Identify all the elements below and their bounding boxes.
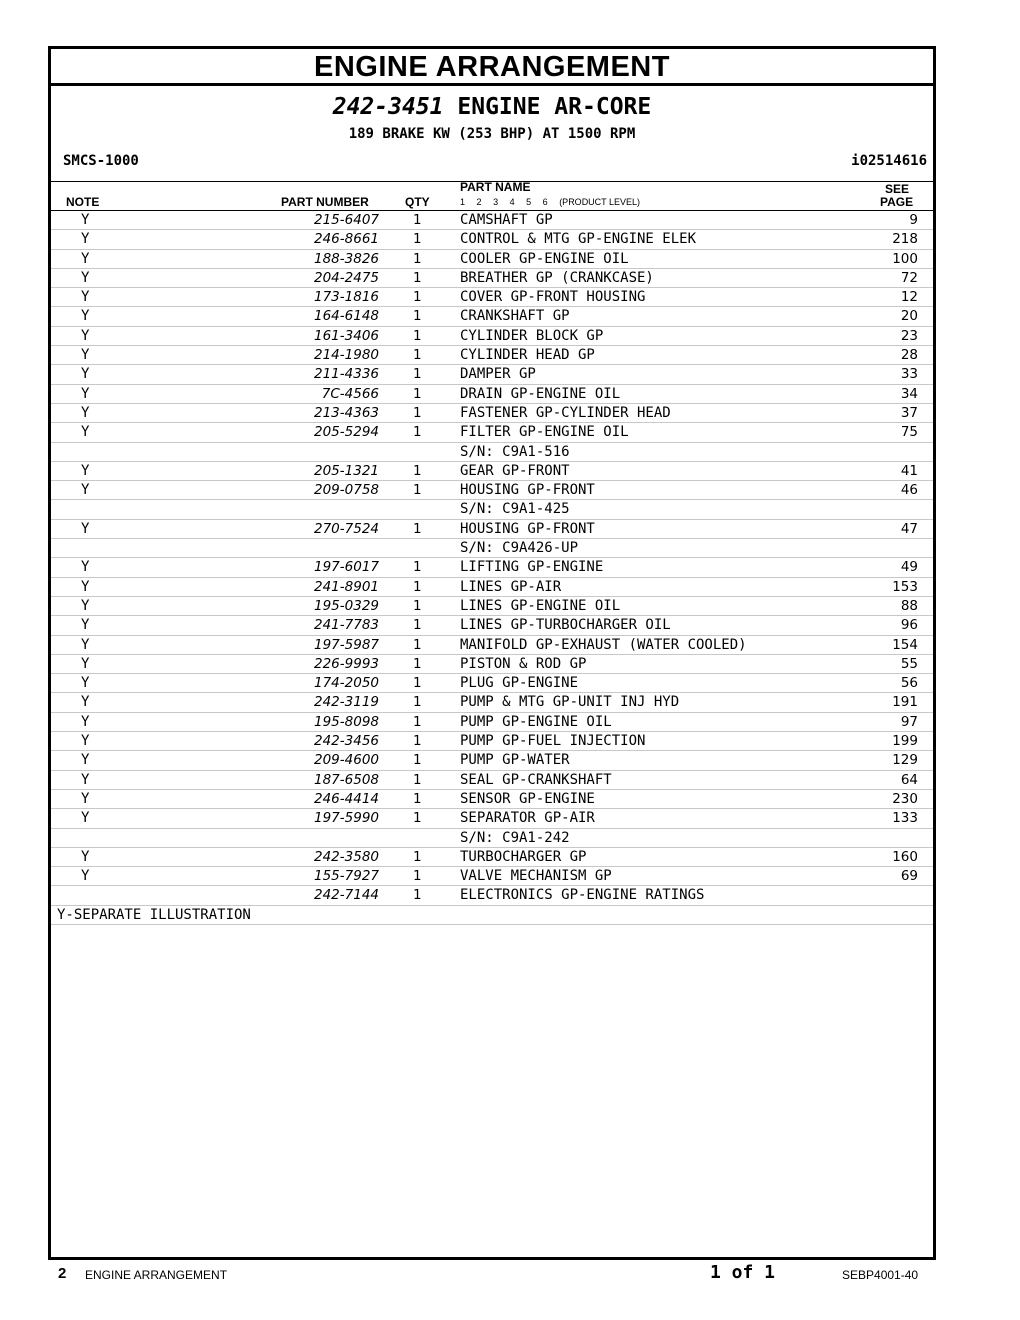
row-part-name: PISTON & ROD GP xyxy=(460,655,587,672)
row-part-name: HOUSING GP-FRONT xyxy=(460,482,595,499)
row-see-page: 56 xyxy=(900,675,918,692)
row-note: Y xyxy=(81,848,90,865)
group-title xyxy=(51,94,933,120)
row-part-name: S/N: C9A426-UP xyxy=(460,540,579,557)
row-part-number: 188-3826 xyxy=(314,250,379,267)
row-part-number: 213-4363 xyxy=(314,404,379,421)
row-qty: 1 xyxy=(413,212,422,228)
row-part-name: SEAL GP-CRANKSHAFT xyxy=(460,771,612,788)
row-qty: 1 xyxy=(413,482,422,499)
row-part-name: MANIFOLD GP-EXHAUST (WATER COOLED) xyxy=(460,636,747,653)
level-5: 5 xyxy=(526,197,532,207)
row-note: Y xyxy=(81,269,90,286)
row-part-number: 164-6148 xyxy=(314,308,379,325)
level-3: 3 xyxy=(493,197,499,207)
table-row xyxy=(51,307,933,326)
row-qty: 1 xyxy=(413,713,422,730)
table-row xyxy=(51,809,933,828)
row-part-name: COVER GP-FRONT HOUSING xyxy=(460,289,646,306)
row-qty: 1 xyxy=(413,790,422,807)
table-row xyxy=(51,443,933,462)
row-part-name: ELECTRONICS GP-ENGINE RATINGS xyxy=(460,887,705,904)
row-qty: 1 xyxy=(413,771,422,788)
table-row xyxy=(51,500,933,519)
page-footer xyxy=(0,1262,1020,1292)
row-part-name: BREATHER GP (CRANKCASE) xyxy=(460,269,654,286)
row-see-page: 72 xyxy=(900,269,918,286)
row-note: Y xyxy=(81,752,90,769)
page-title: ENGINE ARRANGEMENT xyxy=(51,49,933,86)
engine-rating: 189 BRAKE KW (253 BHP) AT 1500 RPM xyxy=(348,126,636,142)
group-part-name: ENGINE AR-CORE xyxy=(457,94,652,120)
row-note: Y xyxy=(81,790,90,807)
document-id: SEBP4001-40 xyxy=(842,1268,919,1282)
row-see-page: 55 xyxy=(900,655,918,672)
row-part-number: 246-8661 xyxy=(314,231,379,248)
row-part-number: 174-2050 xyxy=(314,675,379,692)
table-row xyxy=(51,385,933,404)
row-part-number: 197-6017 xyxy=(314,559,379,576)
row-qty: 1 xyxy=(413,462,422,479)
row-part-number: 214-1980 xyxy=(314,347,379,364)
row-part-number: 246-4414 xyxy=(314,790,379,807)
table-row xyxy=(51,558,933,577)
table-header xyxy=(51,182,933,211)
row-part-name: S/N: C9A1-425 xyxy=(460,501,570,518)
row-note: Y xyxy=(81,597,90,614)
row-part-number: 215-6407 xyxy=(314,212,379,228)
row-qty: 1 xyxy=(413,424,422,441)
footnote: Y-SEPARATE ILLUSTRATION xyxy=(51,906,933,925)
row-part-name: DAMPER GP xyxy=(460,366,536,383)
row-part-number: 197-5990 xyxy=(314,810,379,827)
table-row xyxy=(51,346,933,365)
table-row xyxy=(51,616,933,635)
level-1: 1 xyxy=(460,197,466,207)
table-row xyxy=(51,713,933,732)
column-page: PAGE xyxy=(880,195,914,209)
row-part-number: 161-3406 xyxy=(314,327,379,344)
row-qty: 1 xyxy=(413,269,422,286)
row-note: Y xyxy=(81,559,90,576)
level-2: 2 xyxy=(476,197,482,207)
row-part-number: 209-4600 xyxy=(314,752,379,769)
row-see-page: 49 xyxy=(900,559,918,576)
table-row xyxy=(51,655,933,674)
row-see-page: 75 xyxy=(900,424,918,441)
table-row xyxy=(51,732,933,751)
row-note: Y xyxy=(81,347,90,364)
row-part-number: 226-9993 xyxy=(314,655,379,672)
row-qty: 1 xyxy=(413,347,422,364)
row-part-number: 209-0758 xyxy=(314,482,379,499)
row-part-name: S/N: C9A1-516 xyxy=(460,443,570,460)
row-qty: 1 xyxy=(413,868,422,885)
row-part-number: 187-6508 xyxy=(314,771,379,788)
table-row xyxy=(51,636,933,655)
row-note: Y xyxy=(81,250,90,267)
row-qty: 1 xyxy=(413,636,422,653)
product-level-label: (PRODUCT LEVEL) xyxy=(559,197,641,207)
table-row xyxy=(51,250,933,269)
row-see-page: 69 xyxy=(900,868,918,885)
row-part-name: LIFTING GP-ENGINE xyxy=(460,559,604,576)
row-note: Y xyxy=(81,327,90,344)
row-part-number: 242-3456 xyxy=(314,733,379,750)
row-see-page: 88 xyxy=(900,597,918,614)
row-qty: 1 xyxy=(413,250,422,267)
row-part-name: FASTENER GP-CYLINDER HEAD xyxy=(460,404,671,421)
row-see-page: 23 xyxy=(900,327,918,344)
level-6: 6 xyxy=(542,197,548,207)
row-part-name: CYLINDER BLOCK GP xyxy=(460,327,604,344)
row-part-number: 204-2475 xyxy=(314,269,379,286)
row-see-page: 28 xyxy=(900,347,918,364)
row-see-page: 9 xyxy=(909,212,918,228)
row-part-name: FILTER GP-ENGINE OIL xyxy=(460,424,629,441)
table-row xyxy=(51,365,933,384)
row-note: Y xyxy=(81,733,90,750)
row-see-page: 64 xyxy=(900,771,918,788)
table-row xyxy=(51,520,933,539)
row-part-name: LINES GP-ENGINE OIL xyxy=(460,597,621,614)
row-see-page: 154 xyxy=(892,636,918,653)
row-part-number: 195-0329 xyxy=(314,597,379,614)
table-row xyxy=(51,867,933,886)
table-row xyxy=(51,211,933,230)
row-see-page: 191 xyxy=(892,694,918,711)
row-note: Y xyxy=(81,713,90,730)
row-part-name: DRAIN GP-ENGINE OIL xyxy=(460,385,621,402)
row-note: Y xyxy=(81,366,90,383)
row-qty: 1 xyxy=(413,655,422,672)
row-part-name: CYLINDER HEAD GP xyxy=(460,347,595,364)
page-number: 2 xyxy=(58,1265,67,1282)
row-part-name: HOUSING GP-FRONT xyxy=(460,520,595,537)
row-note: Y xyxy=(81,810,90,827)
table-row xyxy=(51,288,933,307)
row-note: Y xyxy=(81,289,90,306)
row-see-page: 160 xyxy=(892,848,918,865)
table-row xyxy=(51,423,933,442)
row-part-number: 205-5294 xyxy=(314,424,379,441)
table-row xyxy=(51,481,933,500)
row-part-number: 205-1321 xyxy=(314,462,379,479)
table-row xyxy=(51,539,933,558)
row-part-name: LINES GP-TURBOCHARGER OIL xyxy=(460,617,671,634)
row-part-number: 173-1816 xyxy=(314,289,379,306)
row-note: Y xyxy=(81,404,90,421)
row-see-page: 230 xyxy=(892,790,918,807)
row-part-number: 197-5987 xyxy=(314,636,379,653)
row-see-page: 20 xyxy=(900,308,918,325)
row-qty: 1 xyxy=(413,559,422,576)
row-see-page: 46 xyxy=(900,482,918,499)
row-see-page: 100 xyxy=(892,250,918,267)
row-part-name: COOLER GP-ENGINE OIL xyxy=(460,250,629,267)
row-part-name: PUMP GP-WATER xyxy=(460,752,570,769)
row-part-name: SENSOR GP-ENGINE xyxy=(460,790,595,807)
row-qty: 1 xyxy=(413,308,422,325)
row-see-page: 199 xyxy=(892,733,918,750)
row-see-page: 97 xyxy=(900,713,918,730)
row-qty: 1 xyxy=(413,231,422,248)
row-qty: 1 xyxy=(413,848,422,865)
row-part-name: PUMP & MTG GP-UNIT INJ HYD xyxy=(460,694,680,711)
row-part-number: 7C-4566 xyxy=(321,385,379,402)
row-qty: 1 xyxy=(413,327,422,344)
row-part-name: TURBOCHARGER GP xyxy=(460,848,587,865)
row-note: Y xyxy=(81,675,90,692)
row-part-number: 270-7524 xyxy=(314,520,379,537)
row-part-name: GEAR GP-FRONT xyxy=(460,462,570,479)
row-part-number: 241-7783 xyxy=(314,617,379,634)
row-part-name: PLUG GP-ENGINE xyxy=(460,675,579,692)
parts-table xyxy=(51,211,933,906)
row-part-name: LINES GP-AIR xyxy=(460,578,562,595)
row-see-page: 218 xyxy=(892,231,918,248)
row-part-name: VALVE MECHANISM GP xyxy=(460,868,612,885)
page-of: 1 of 1 xyxy=(710,1262,776,1283)
smcs-code: SMCS-1000 xyxy=(63,153,139,169)
document-frame xyxy=(48,46,936,1260)
row-qty: 1 xyxy=(413,385,422,402)
row-part-name: CRANKSHAFT GP xyxy=(460,308,570,325)
row-qty: 1 xyxy=(413,366,422,383)
row-part-number: 241-8901 xyxy=(314,578,379,595)
row-see-page: 96 xyxy=(900,617,918,634)
table-row xyxy=(51,848,933,867)
table-row xyxy=(51,790,933,809)
row-qty: 1 xyxy=(413,675,422,692)
table-row xyxy=(51,404,933,423)
illustration-id: i02514616 xyxy=(851,153,927,169)
table-row xyxy=(51,751,933,770)
row-see-page: 33 xyxy=(900,366,918,383)
row-part-number: 242-7144 xyxy=(314,887,379,904)
table-row xyxy=(51,327,933,346)
row-part-name: CAMSHAFT GP xyxy=(460,212,553,228)
row-qty: 1 xyxy=(413,733,422,750)
row-part-number: 242-3580 xyxy=(314,848,379,865)
column-part-number: PART NUMBER xyxy=(281,195,369,209)
row-qty: 1 xyxy=(413,810,422,827)
row-part-number: 195-8098 xyxy=(314,713,379,730)
row-note: Y xyxy=(81,482,90,499)
row-note: Y xyxy=(81,520,90,537)
row-note: Y xyxy=(81,212,90,228)
row-note: Y xyxy=(81,655,90,672)
footer-section-title: ENGINE ARRANGEMENT xyxy=(85,1268,228,1282)
level-4: 4 xyxy=(509,197,515,207)
row-part-number: 155-7927 xyxy=(314,868,379,885)
row-see-page: 34 xyxy=(900,385,918,402)
table-row xyxy=(51,578,933,597)
row-part-name: PUMP GP-ENGINE OIL xyxy=(460,713,612,730)
table-row xyxy=(51,269,933,288)
row-note: Y xyxy=(81,868,90,885)
table-row xyxy=(51,462,933,481)
row-note: Y xyxy=(81,424,90,441)
row-see-page: 37 xyxy=(900,404,918,421)
row-note: Y xyxy=(81,617,90,634)
row-see-page: 129 xyxy=(892,752,918,769)
column-see: SEE xyxy=(885,182,910,196)
row-note: Y xyxy=(81,308,90,325)
row-note: Y xyxy=(81,578,90,595)
row-see-page: 41 xyxy=(900,462,918,479)
table-row xyxy=(51,230,933,249)
group-part-number: 242-3451 xyxy=(332,94,444,120)
row-see-page: 133 xyxy=(892,810,918,827)
row-note: Y xyxy=(81,771,90,788)
row-see-page: 153 xyxy=(892,578,918,595)
row-qty: 1 xyxy=(413,617,422,634)
table-row xyxy=(51,886,933,905)
row-part-name: SEPARATOR GP-AIR xyxy=(460,810,595,827)
column-part-name: PART NAME xyxy=(460,180,531,194)
row-qty: 1 xyxy=(413,289,422,306)
row-note: Y xyxy=(81,462,90,479)
row-part-number: 211-4336 xyxy=(314,366,379,383)
table-row xyxy=(51,829,933,848)
row-qty: 1 xyxy=(413,694,422,711)
row-part-number: 242-3119 xyxy=(314,694,379,711)
row-qty: 1 xyxy=(413,597,422,614)
row-note: Y xyxy=(81,636,90,653)
table-row xyxy=(51,674,933,693)
column-qty: QTY xyxy=(405,195,430,209)
table-row xyxy=(51,771,933,790)
row-qty: 1 xyxy=(413,578,422,595)
row-qty: 1 xyxy=(413,752,422,769)
row-qty: 1 xyxy=(413,520,422,537)
row-qty: 1 xyxy=(413,404,422,421)
row-qty: 1 xyxy=(413,887,422,904)
group-header xyxy=(51,86,933,182)
row-see-page: 47 xyxy=(900,520,918,537)
column-note: NOTE xyxy=(66,195,100,209)
row-note: Y xyxy=(81,385,90,402)
table-row xyxy=(51,597,933,616)
row-part-name: CONTROL & MTG GP-ENGINE ELEK xyxy=(460,231,697,248)
row-see-page: 12 xyxy=(900,289,918,306)
row-note: Y xyxy=(81,694,90,711)
row-note: Y xyxy=(81,231,90,248)
row-part-name: S/N: C9A1-242 xyxy=(460,829,570,846)
product-levels xyxy=(460,197,649,207)
row-part-name: PUMP GP-FUEL INJECTION xyxy=(460,733,646,750)
table-row xyxy=(51,693,933,712)
